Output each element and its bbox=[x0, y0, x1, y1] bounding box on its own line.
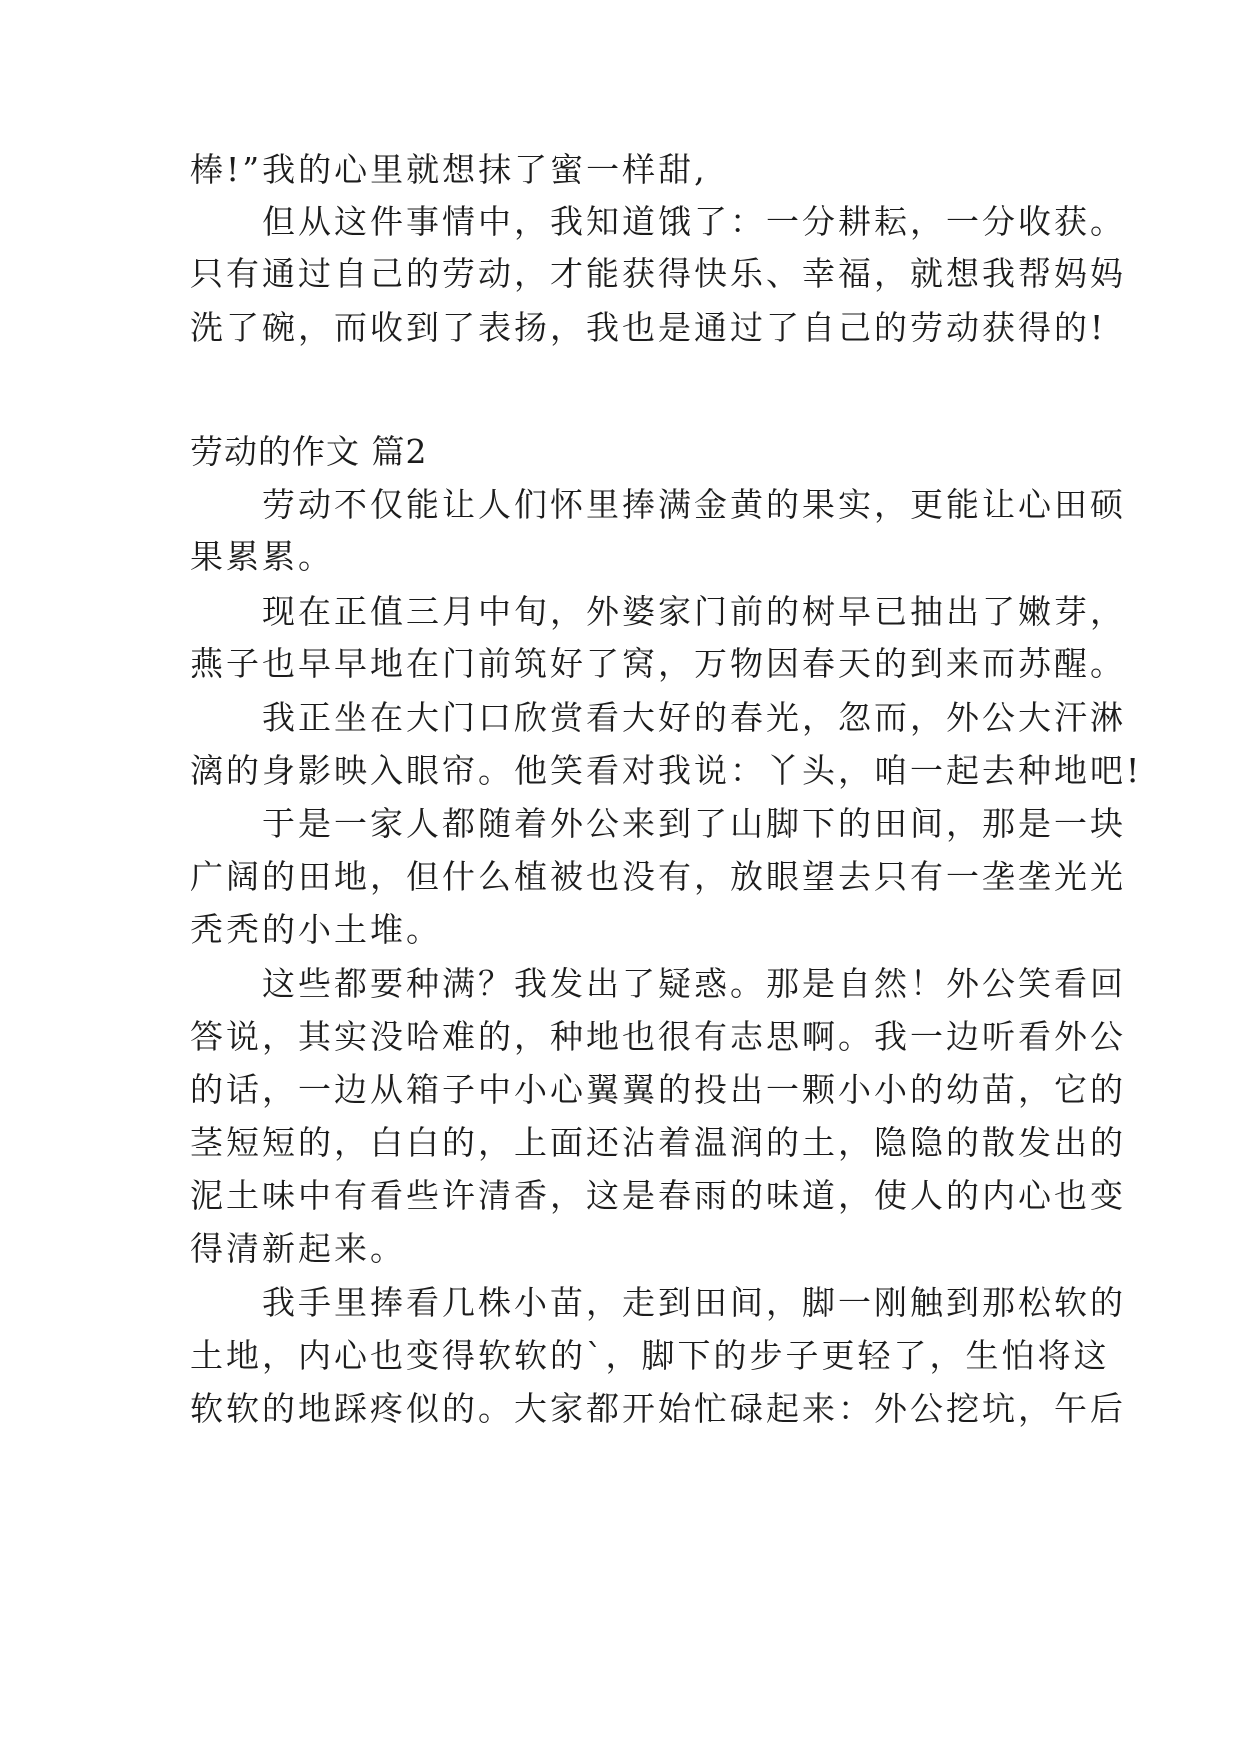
text-line: 果累累。 bbox=[190, 537, 334, 576]
text-line: 只有通过自己的劳动，才能获得快乐、幸福，就想我帮妈妈 bbox=[190, 254, 1126, 293]
text-line: 这些都要种满？我发出了疑惑。那是自然！外公笑看回 bbox=[190, 964, 1126, 1003]
text-line: 我正坐在大门口欣赏看大好的春光，忽而，外公大汗淋 bbox=[190, 698, 1126, 737]
text-line: 劳动不仅能让人们怀里捧满金黄的果实，更能让心田硕 bbox=[190, 485, 1126, 524]
text-line: 棒!”我的心里就想抹了蜜一样甜, bbox=[190, 150, 708, 189]
text-line: 广阔的田地，但什么植被也没有，放眼望去只有一垄垄光光 bbox=[190, 857, 1126, 896]
text-line: 的话，一边从箱子中小心翼翼的投出一颗小小的幼苗，它的 bbox=[190, 1070, 1126, 1109]
text-line: 软软的地踩疼似的。大家都开始忙碌起来：外公挖坑，午后 bbox=[190, 1389, 1126, 1428]
text-line: 燕子也早早地在门前筑好了窝，万物因春天的到来而苏醒。 bbox=[190, 644, 1126, 683]
text-line: 茎短短的，白白的，上面还沾着温润的土，隐隐的散发出的 bbox=[190, 1123, 1126, 1162]
text-line: 得清新起来。 bbox=[190, 1229, 406, 1268]
text-line: 洗了碗，而收到了表扬，我也是通过了自己的劳动获得的! bbox=[190, 308, 1107, 347]
text-line: 现在正值三月中旬，外婆家门前的树早已抽出了嫩芽， bbox=[190, 592, 1126, 631]
section-heading: 劳动的作文 篇2 bbox=[190, 432, 428, 471]
text-line: 但从这件事情中，我知道饿了：一分耕耘，一分收获。 bbox=[190, 202, 1126, 241]
text-line: 泥土味中有看些许清香，这是春雨的味道，使人的内心也变 bbox=[190, 1176, 1126, 1215]
text-line: 答说，其实没哈难的，种地也很有志思啊。我一边听看外公 bbox=[190, 1017, 1126, 1056]
text-line: 我手里捧看几株小苗，走到田间，脚一刚触到那松软的 bbox=[190, 1283, 1126, 1322]
text-line: 土地，内心也变得软软的`，脚下的步子更轻了，生怕将这 bbox=[190, 1336, 1110, 1375]
text-line: 于是一家人都随着外公来到了山脚下的田间，那是一块 bbox=[190, 804, 1126, 843]
text-line: 漓的身影映入眼帘。他笑看对我说：丫头，咱一起去种地吧! bbox=[190, 751, 1143, 790]
text-line: 秃秃的小土堆。 bbox=[190, 910, 442, 949]
